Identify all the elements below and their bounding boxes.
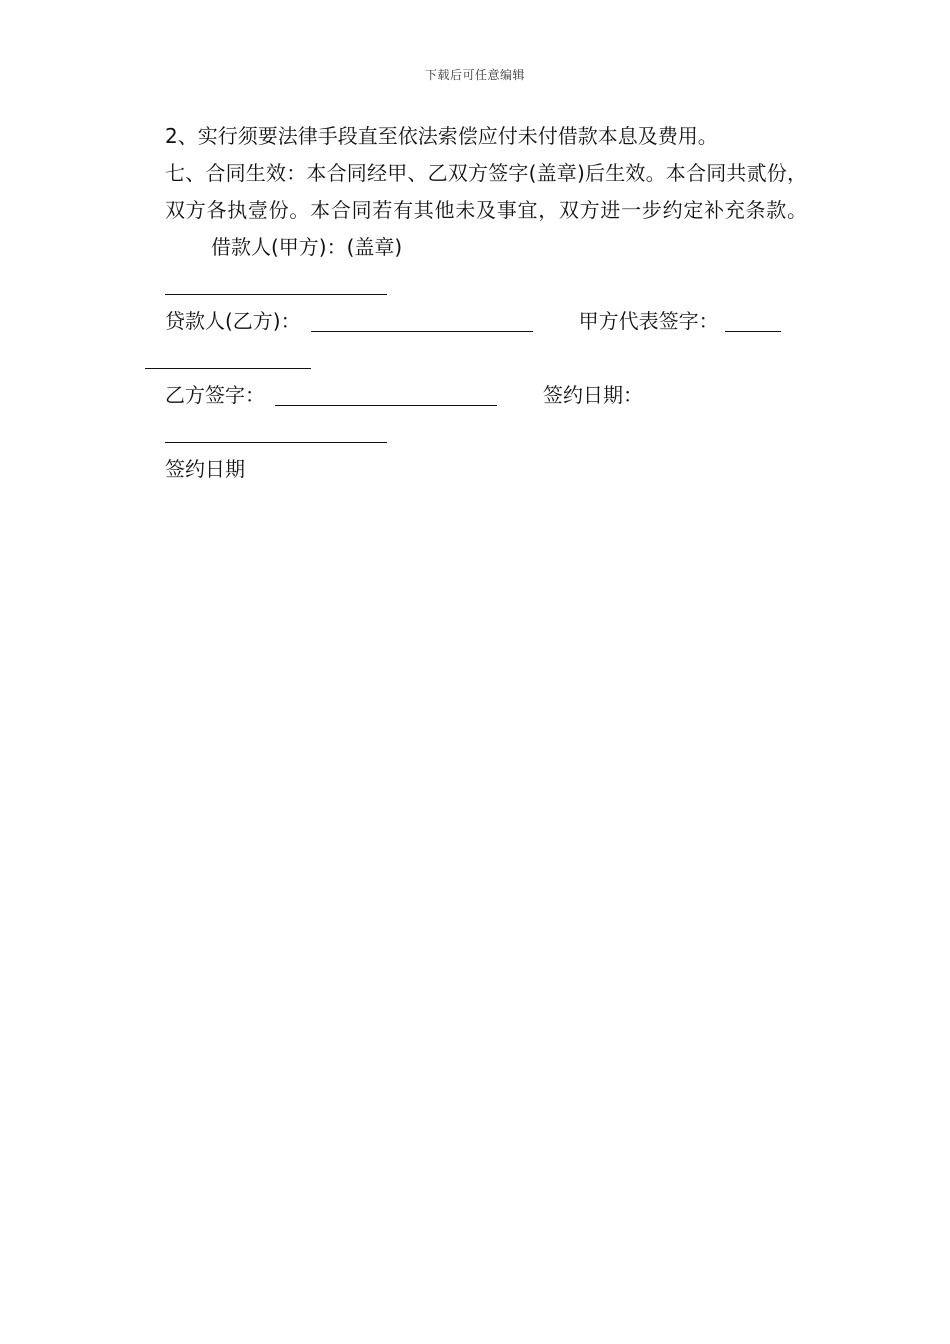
lender-row bbox=[145, 303, 807, 340]
borrower-signature-line[interactable] bbox=[165, 272, 387, 295]
borrower-label: 借款人(甲方)：(盖章) bbox=[211, 235, 403, 259]
party-a-rep-continuation-row bbox=[145, 340, 807, 377]
sign-date-line-row bbox=[145, 414, 807, 451]
sign-date-footer: 签约日期 bbox=[165, 457, 245, 481]
party-b-signature-line[interactable] bbox=[275, 383, 497, 406]
party-b-row bbox=[145, 377, 807, 414]
sign-date-line[interactable] bbox=[165, 420, 387, 443]
clause-7 bbox=[145, 155, 807, 266]
lender-label: 贷款人(乙方)： bbox=[165, 309, 301, 333]
clause-2: 2、实行须要法律手段直至依法索偿应付未付借款本息及费用。 bbox=[165, 124, 718, 148]
party-b-sign-label: 乙方签字： bbox=[165, 383, 265, 407]
page-header: 下载后可任意编辑 bbox=[424, 68, 525, 82]
party-a-rep-label: 甲方代表签字： bbox=[578, 309, 719, 333]
sign-date-label: 签约日期： bbox=[543, 383, 643, 407]
party-a-rep-line-start[interactable] bbox=[725, 309, 781, 332]
lender-signature-line[interactable] bbox=[311, 309, 533, 332]
clause-7-text: 七、合同生效：本合同经甲、乙双方签字(盖章)后生效。本合同共贰份，双方各执壹份。本合同若有其他未及事宜，双方进一步约定补充条款。 bbox=[165, 161, 807, 222]
party-a-rep-line-end[interactable] bbox=[145, 346, 311, 369]
borrower-signature-row bbox=[145, 266, 807, 303]
document-body bbox=[145, 118, 807, 488]
